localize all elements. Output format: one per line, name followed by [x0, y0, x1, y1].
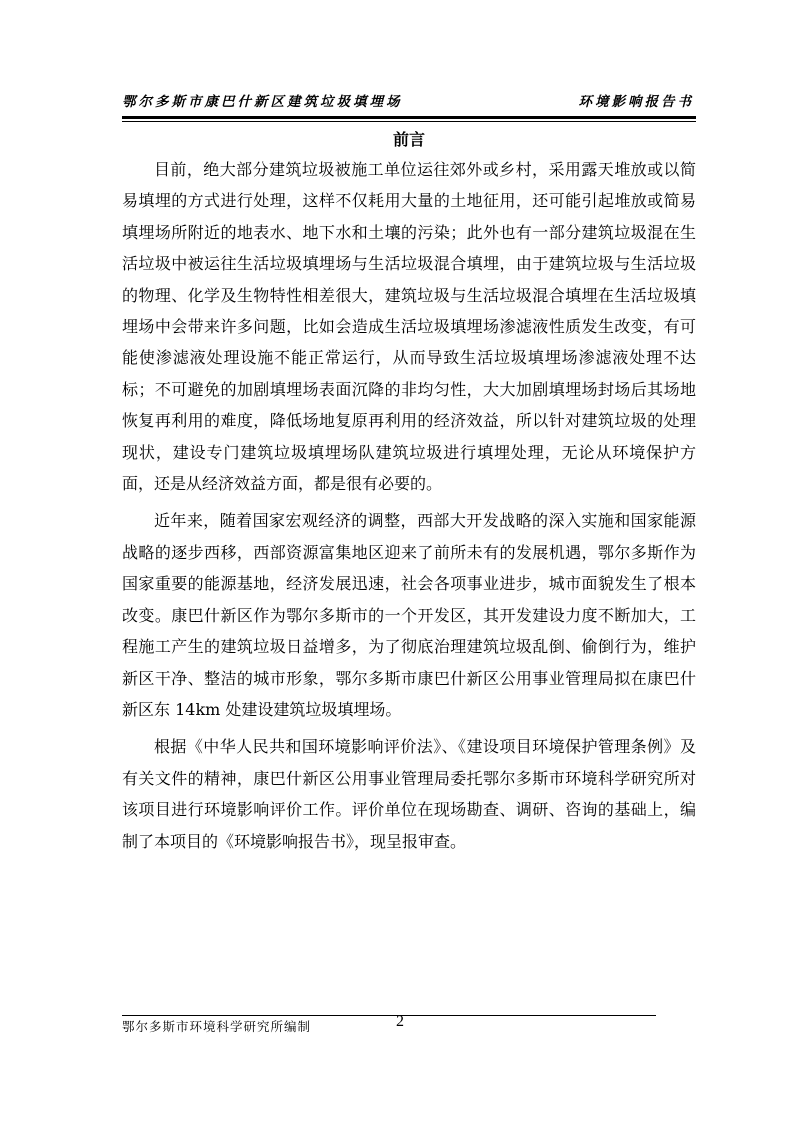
section-title: 前言 — [392, 130, 425, 149]
page-number: 2 — [396, 1013, 404, 1030]
paragraph-1: 目前，绝大部分建筑垃圾被施工单位运往郊外或乡村，采用露天堆放或以简易填埋的方式进行处理，这样不仅耗用大量的土地征用，还可能引起堆放或简易填埋场所附近的地表水、地下水和土壤的污染；此外也有一部分建筑垃圾混在生活垃圾中被运往生活垃圾填埋场与生活垃圾混合填埋，由于建筑垃圾与生活垃圾的物理、化学及生物特性相差很大，建筑垃圾与生活垃圾混合填埋在生活垃圾填埋场中会带来许多问题，比如会造成生活垃圾填埋场渗滤液性质发生改变，有可能使渗滤液处理设施不能正常运行，从而导致生活垃圾填埋场渗滤液处理不达标；不可避免的加剧填埋场表面沉降的非均匀性，大大加剧填埋场封场后其场地恢复再利用的难度，降低场地复原再利用的经济效益，所以针对建筑垃圾的处理现状，建设专门建筑垃圾填埋场队建筑垃圾进行填埋处理，无论从环境保护方面，还是从经济效益方面，都是很有必要的。 — [122, 160, 696, 494]
header-project-title: 鄂尔多斯市康巴什新区建筑垃圾填埋场 — [122, 94, 403, 110]
paragraph-3: 根据《中华人民共和国环境影响评价法》、《建设项目环境保护管理条例》及有关文件的精神，康巴什新区公用事业管理局委托鄂尔多斯市环境科学研究所对该项目进行环境影响评价工作。评价单位在现场勘查、调研、咨询的基础上，编制了本项目的《环境影响报告书》，现呈报审查。 — [122, 737, 696, 851]
header-rule-thick — [122, 116, 696, 119]
footer-organization: 鄂尔多斯市环境科学研究所编制 — [122, 1019, 312, 1034]
header-rule-thin — [122, 121, 696, 122]
footer-rule — [122, 1015, 656, 1016]
body-text — [122, 154, 696, 857]
header-report-type: 环境影响报告书 — [578, 94, 694, 110]
page-header — [122, 92, 696, 116]
paragraph-2: 近年来，随着国家宏观经济的调整，西部大开发战略的深入实施和国家能源战略的逐步西移，西部资源富集地区迎来了前所未有的发展机遇，鄂尔多斯作为国家重要的能源基地，经济发展迅速，社会各项事业进步，城市面貌发生了根本改变。康巴什新区作为鄂尔多斯市的一个开发区，其开发建设力度不断加大，工程施工产生的建筑垃圾日益增多，为了彻底治理建筑垃圾乱倒、偷倒行为，维护新区干净、整洁的城市形象，鄂尔多斯市康巴什新区公用事业管理局拟在康巴什新区东 14km 处建设建筑垃圾填埋场。 — [122, 511, 696, 719]
